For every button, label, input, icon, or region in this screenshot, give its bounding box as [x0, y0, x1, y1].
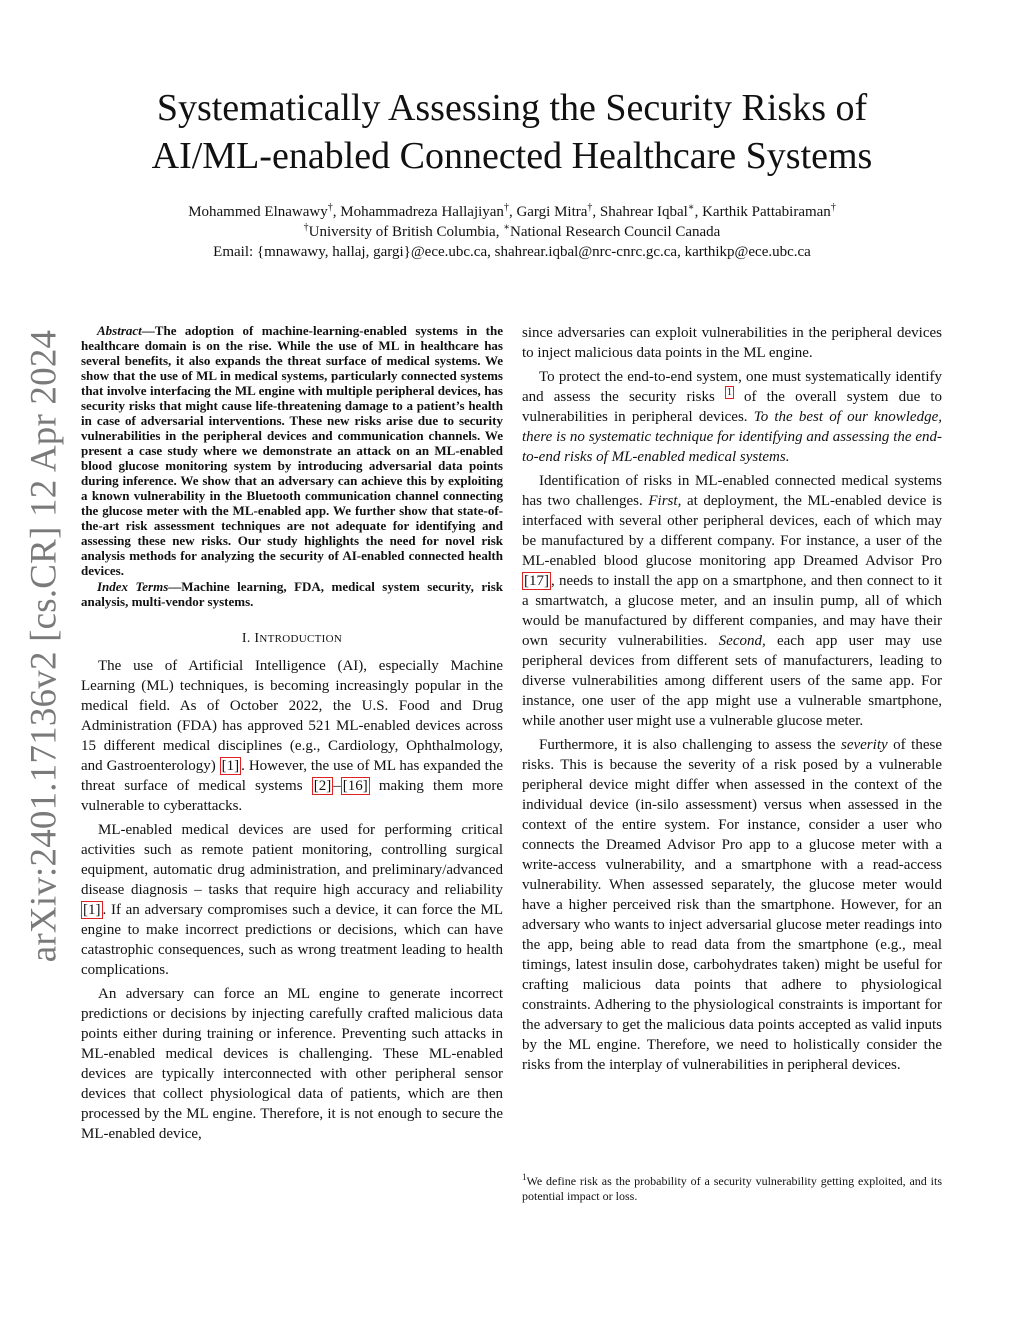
intro-paragraph-5	[522, 471, 942, 731]
section-heading-introduction	[81, 629, 503, 649]
intro-paragraph-4	[522, 367, 942, 467]
citation-link[interactable]: [1]	[83, 902, 101, 918]
affiliation-mark: †	[503, 202, 509, 213]
footnote-mark: 1	[522, 1172, 527, 1182]
author-separator: ,	[694, 204, 703, 220]
citation-link[interactable]: [2]	[313, 778, 332, 794]
paragraph-text: –	[333, 778, 341, 794]
citation-link[interactable]: [1]	[221, 758, 240, 774]
author-separator: ,	[592, 204, 600, 220]
abstract-text: —The adoption of machine-learning-enabled systems in the healthcare domain is on the rise. While the use of ML in healthcare has several benefits, it also expands the threat surface of medical systems. We show that the use of ML in medical systems, particularly connected systems that involve interfacing the ML engine with multiple peripheral devices, has security risks that might cause life-threatening damage to a patient’s health in case of adversarial interventions. These new risks arise due to security vulnerabilities in the peripheral devices and communication channels. We present a case study where we demonstrate an attack on an ML-enabled blood glucose monitoring system by introducing adversarial data points during inference. We show that an adversary can achieve this by exploiting a known vulnerability in the Bluetooth communication channel connecting the glucose meter with the ML-enabled app. We further show that state-of-the-art risk assessment techniques are not adequate for identifying and assessing these new risks. Our study highlights the need for novel risk analysis methods for analyzing the security of AI-enabled connected health devices.	[81, 323, 503, 578]
left-column	[81, 323, 503, 1148]
author-name: Mohammed Elnawawy	[188, 204, 328, 220]
paragraph-text: The use of Artificial Intelligence (AI), especially Machine Learning (ML) techniques, is becoming increasingly popular in the medical field. As of October 2022, the U.S. Food and Drug Administration (FDA) has approved 521 ML-enabled devices across 15 different medical disciplines (e.g., Cardiology, Ophthalmology, and Gastroenterology)	[81, 658, 503, 774]
paragraph-text: Identification of risks in ML-enabled connected medical systems has two challenges.	[522, 473, 942, 509]
index-terms-text: —Machine learning, FDA, medical system security, risk analysis, multi-vendor systems.	[81, 579, 504, 609]
affiliation-mark: †	[830, 202, 836, 213]
paragraph-text: of the overall system due to vulnerabilities in peripheral devices.	[522, 389, 942, 425]
author-name: Karthik Pattabiraman	[702, 204, 831, 220]
paragraph-text: . However, the use of ML has expanded the threat surface of medical systems	[81, 758, 503, 794]
title-line-1: Systematically Assessing the Security Risks of	[156, 87, 868, 129]
citation-link[interactable]: [17]	[524, 573, 549, 589]
footnote-link[interactable]: 1	[726, 387, 732, 398]
emphasized-text: severity	[841, 737, 888, 753]
affiliation-mark: ∗	[687, 202, 695, 213]
affiliation-mark: ∗	[503, 222, 510, 233]
paragraph-text: at deployment, the ML-enabled device is interfaced with several other peripheral devices, each of which may be manufactured by a different company. For instance, a user of the ML-enabled blood glucose monitoring app Dreamed Advisor Pro	[522, 493, 942, 569]
affiliation-mark: †	[303, 222, 309, 233]
footnote	[522, 1170, 942, 1204]
author-name: Mohammadreza Hallajiyan	[340, 204, 504, 220]
emphasized-text: To the best of our knowledge, there is no systematic technique for identifying and assessing the end-to-end risks of ML-enabled medical systems.	[522, 409, 942, 465]
paragraph-text: , needs to install the app on a smartphone, and then connect to it a smartwatch, a glucose meter, and an insulin pump, all of which would be manufactured by different companies, and may have their own security vulnerabilities.	[522, 573, 942, 649]
paragraph-text: Furthermore, it is also challenging to assess the	[539, 737, 841, 753]
affiliation-mark: †	[587, 202, 593, 213]
affiliation-ubc: University of British Columbia,	[308, 224, 504, 240]
affiliation-nrc: National Research Council Canada	[510, 224, 721, 240]
author-emails: Email: {mnawawy, hallaj, gargi}@ece.ubc.ca, shahrear.iqbal@nrc-cnrc.gc.ca, karthikp@ece.ubc.ca	[213, 244, 811, 260]
emphasized-text: Second,	[718, 633, 766, 649]
affiliation-mark: †	[327, 202, 333, 213]
citation-link[interactable]: [16]	[342, 778, 368, 794]
intro-paragraph-2	[81, 820, 503, 980]
footnote-text: We define risk as the probability of a security vulnerability getting exploited, and its potential impact or loss.	[522, 1174, 942, 1203]
paragraph-text: ML-enabled medical devices are used for performing critical activities such as remote patient monitoring, controlling surgical equipment, automatic drug administration, and preliminary/advanced disease diagnosis – tasks that require high accuracy and reliability	[81, 822, 503, 898]
intro-paragraph-3-continued: since adversaries can exploit vulnerabilities in the peripheral devices to inject malicious data points in the ML engine.	[522, 325, 942, 361]
paragraph-text: . If an adversary compromises such a device, it can force the ML engine to make incorrect predictions or decisions, which can have catastrophic consequences, such as wrong treatment leading to health complications.	[81, 902, 503, 978]
author-separator: ,	[332, 204, 341, 220]
right-column	[522, 323, 942, 1079]
arxiv-identifier: arXiv:2401.17136v2 [cs.CR] 12 Apr 2024	[23, 329, 65, 963]
intro-paragraph-1	[81, 656, 503, 816]
author-block	[80, 202, 944, 262]
author-affiliations	[80, 222, 944, 242]
author-names	[80, 202, 944, 222]
section-heading-start: I. I	[241, 631, 260, 646]
author-name: Gargi Mitra	[516, 204, 588, 220]
emphasized-text: First,	[648, 493, 682, 509]
abstract	[81, 323, 503, 578]
abstract-label: Abstract	[97, 323, 142, 338]
title-line-2: AI/ML-enabled Connected Healthcare Systems	[151, 135, 873, 177]
paragraph-text: each app user may use peripheral devices from different sets of manufacturers, leading to diverse vulnerabilities among different users of the same app. For instance, one user of the app might use a vulnerable smartphone, while another user might use a vulnerable glucose meter.	[522, 633, 942, 729]
author-name: Shahrear Iqbal	[599, 204, 688, 220]
intro-paragraph-6	[522, 735, 942, 1075]
intro-paragraph-3: An adversary can force an ML engine to generate incorrect predictions or decisions by injecting carefully crafted malicious data points either during training or inference. Preventing such attacks in ML-enabled medical devices is challenging. These ML-enabled devices are typically interconnected with other peripheral sensor devices that collect physiological data of patients, which are then processed by the ML engine. Therefore, it is not enough to secure the ML-enabled device,	[81, 986, 503, 1142]
paragraph-text: of these risks. This is because the severity of a risk posed by a vulnerable peripheral device might differ when assessed in the context of the individual device (in-silo assessment) versus when assessed in the context of the entire system. For instance, consider a user who connects the Dreamed Advisor Pro app to a glucose meter with a write-access vulnerability, and a smartphone with a read-access vulnerability. When assessed separately, the glucose meter would have a higher perceived risk than the smartphone. However, for an adversary who wants to inject adversarial glucose meter readings into the app, being able to read data from the smartphone (e.g., meal timings, latest insulin dose, carbohydrates taken) might be useful for crafting malicious data points that adhere to physiological constraints. Adhering to the physiological constraints is important for the adversary to get the malicious data points accepted as valid inputs by the ML engine. Therefore, we need to holistically consider the risks from the interplay of vulnerabilities in peripheral devices.	[522, 737, 942, 1073]
section-heading-rest: NTRODUCTION	[259, 633, 343, 645]
author-separator: ,	[508, 204, 517, 220]
paragraph-text: making them more vulnerable to cyberattacks.	[81, 778, 503, 814]
index-terms-label: Index Terms	[97, 579, 169, 594]
index-terms	[81, 579, 503, 609]
paper-title	[100, 84, 924, 180]
paragraph-text: To protect the end-to-end system, one must systematically identify and assess the security risks	[522, 369, 942, 405]
